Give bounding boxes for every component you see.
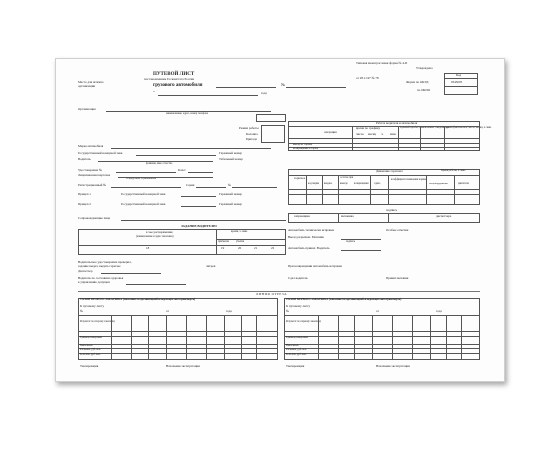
second-waybill-label: К путевому листу — [80, 304, 105, 308]
task-col19: 19 — [221, 246, 225, 250]
trailer2-state-number: Государственный номерной знак — [121, 202, 166, 206]
task-time-label: время, ч. мин. — [231, 230, 248, 233]
first-chief: Начальник эксплуатации — [376, 364, 410, 368]
garage-number-label: Гаражный номер — [219, 151, 243, 155]
fuel-special-time: Время работы, ч. мин. — [441, 169, 466, 172]
mechanic-release: Выезд разрешен. Механик — [288, 235, 324, 239]
code-label: Код — [456, 73, 462, 77]
fuel-heading: Движение горючего — [376, 169, 404, 173]
task-assignee: в чье распоряжение — [146, 230, 173, 234]
second-taxing: Таксировщик — [80, 364, 99, 368]
waybill-form-sheet — [55, 58, 505, 382]
trailer1-label: Прицеп 1 — [78, 192, 91, 196]
second-chief: Начальник эксплуатации — [166, 364, 200, 368]
reg-number-label: Регистрационный № — [78, 183, 107, 187]
column-label: Колонна — [246, 132, 258, 136]
first-waybill-sign: № — [286, 309, 290, 313]
cut-line-label: ЛИНИЯ ОТРЕЗА — [256, 292, 288, 296]
first-coupon — [284, 298, 480, 360]
fuel-issued: выдано — [324, 182, 333, 185]
work-minutes: мин. — [390, 132, 397, 136]
fuel-return: возвращении — [354, 182, 369, 185]
fuel-liters: литров — [206, 264, 216, 268]
series-label: Серия — [186, 183, 195, 187]
task-departure: убытия — [236, 240, 245, 243]
waybill-number-sign: № — [281, 82, 285, 87]
fuel-remaining: остаток при — [340, 176, 354, 179]
trailer1-state-number: Государственный номерной знак — [121, 192, 166, 196]
first-units-label: Единица измерения — [286, 336, 308, 339]
second-from: от — [166, 309, 169, 313]
on-return-label: При возвращении автомобиль исправен — [288, 264, 342, 268]
task-col21: 21 — [254, 246, 258, 250]
accepted-mechanic: Принял механик — [386, 276, 409, 280]
work-schedule: время по графику — [356, 126, 381, 130]
sig-dispatcher: диспетчера — [436, 214, 452, 218]
date-day: " — [153, 90, 155, 95]
first-to-pay: К оплате, руб. коп. — [286, 353, 307, 356]
driver-accept: Автомобиль принял. Водитель — [288, 246, 330, 250]
decree-date: от 28.11.97 № 78 — [356, 76, 379, 80]
licence-card-label: Лицензионная карточка — [78, 173, 111, 177]
first-coupon-heading: ТАЛОН ПЕРВОГО ЗАКАЗЧИКА (заполняется организацией-владельцем автотранспорта) — [286, 298, 402, 301]
approval-note: Утверждена — [416, 66, 433, 70]
second-waybill-sign: № — [80, 309, 84, 313]
work-hours: ч. — [381, 132, 384, 136]
okpo-label: по ОКПО — [417, 88, 431, 92]
task-assignee-caption: (наименование и адрес заказчика) — [136, 235, 174, 238]
first-result: Результат по первому заказчику — [286, 320, 322, 323]
notes-label: Особые отметки — [386, 228, 409, 232]
number-sign-2: № — [228, 183, 232, 187]
okud-code: 0345005 — [451, 80, 463, 84]
fuel-signature: подпись — [386, 208, 398, 212]
trailer2-label: Прицеп 2 — [78, 202, 91, 206]
stamp-place: Место для штампа — [78, 80, 104, 84]
first-rate: Расценка, руб. коп. — [286, 348, 307, 351]
first-waybill-label: К путевому листу — [286, 304, 311, 308]
trailer2-garage-label: Гаражный номер — [219, 202, 243, 206]
first-year: года — [436, 309, 442, 313]
accompanying-label: Сопровождающие лица — [78, 216, 111, 220]
form-subtitle: грузового автомобиля — [153, 83, 203, 88]
work-operation: операция — [324, 130, 337, 134]
organization-label: Организация — [78, 107, 96, 111]
driver-label: Водитель — [78, 157, 91, 161]
work-number: число — [356, 132, 364, 136]
task-heading: ЗАДАНИЕ ВОДИТЕЛЮ — [181, 224, 217, 228]
form-title: ПУТЕВОЙ ЛИСТ — [153, 72, 195, 77]
car-brand-label: Марка автомобиля — [78, 144, 104, 148]
first-from: от — [376, 309, 379, 313]
organization-caption: наименование, адрес, номер телефона — [166, 112, 209, 115]
task-given: задание выдал, выдать горючее — [78, 264, 121, 268]
work-heading: Работа водителя и автомобиля — [376, 121, 418, 125]
fuel-brand: горючее — [294, 176, 306, 180]
work-exit: выезд из гаража — [293, 143, 313, 146]
sig-refueler: заправщика — [294, 214, 310, 218]
medical-label: Водитель по состоянию здоровья — [78, 276, 124, 280]
form-type: Типовая межотраслевая форма № 4-П — [356, 61, 408, 65]
fuel-departure: выезде — [340, 182, 348, 185]
work-return: возвращение в гараж — [293, 147, 319, 150]
stamp-organization: организации — [78, 84, 96, 88]
license-checked: Водительское удостоверение проверил, — [78, 260, 132, 264]
second-performed: Выполнено — [80, 344, 93, 347]
okud-label: Форма по ОКУД — [406, 80, 429, 84]
task-col22: 22 — [271, 246, 275, 250]
task-arrival: прибытия — [218, 240, 229, 243]
admitted-label: к управлению допущен — [78, 280, 110, 284]
work-speedometer: показание спидометра — [422, 126, 449, 129]
class-label: Класс — [178, 168, 186, 172]
second-year: года — [226, 309, 232, 313]
second-coupon-heading: ТАЛОН ВТОРОГО ЗАКАЗЧИКА (заполняется организацией-владельцем автотранспорта) — [80, 298, 196, 301]
mode-label: Режим работы — [239, 126, 259, 130]
work-actual-time: время фактическое, число, месяц, ч. мин. — [446, 126, 492, 129]
org-code-box — [256, 114, 286, 122]
fuel-code: код марки — [308, 182, 320, 185]
mech-signature: подпись — [346, 240, 356, 243]
work-zero-run: нулевой пробег, км — [400, 126, 423, 129]
fuel-engine: двигателя — [458, 182, 469, 185]
second-to-pay: К оплате, руб. коп. — [80, 353, 101, 356]
car-ok-label: Автомобиль технически исправен — [288, 228, 335, 232]
license-label: Удостоверение № — [78, 168, 103, 172]
second-rate: Расценка, руб. коп. — [80, 348, 101, 351]
fuel-coeff: коэффициент изменения нормы — [391, 178, 427, 181]
driver-caption: фамилия, имя, отчество — [146, 162, 173, 165]
first-taxing: Таксировщик — [286, 364, 305, 368]
dispatcher-label: Диспетчер — [78, 269, 93, 273]
task-table — [78, 229, 286, 255]
task-col20: 20 — [238, 246, 242, 250]
handed-driver: Сдал водитель — [288, 276, 308, 280]
personnel-number-label: Табельный номер — [219, 157, 243, 161]
second-units-label: Единица измерения — [80, 336, 102, 339]
state-number-label: Государственный номерной знак — [78, 151, 123, 155]
fuel-special-equipment: спецоборудования — [429, 182, 448, 185]
licence-kinds: стандартная, ограниченная — [126, 177, 156, 180]
trailer1-garage-label: Гаражный номер — [219, 192, 243, 196]
date-year: года — [261, 91, 267, 95]
second-coupon — [78, 298, 278, 360]
task-col18: 18 — [146, 246, 150, 250]
brigade-label: Бригада — [246, 137, 257, 141]
work-month: месяц — [368, 132, 377, 136]
decree-note: постановлением Госкомстата России — [144, 77, 195, 81]
fuel-handed: сдано — [374, 182, 381, 185]
first-performed: Выполнено — [286, 344, 299, 347]
second-result: Результат по второму заказчику — [80, 320, 115, 323]
sig-mechanic: механика — [341, 214, 354, 218]
